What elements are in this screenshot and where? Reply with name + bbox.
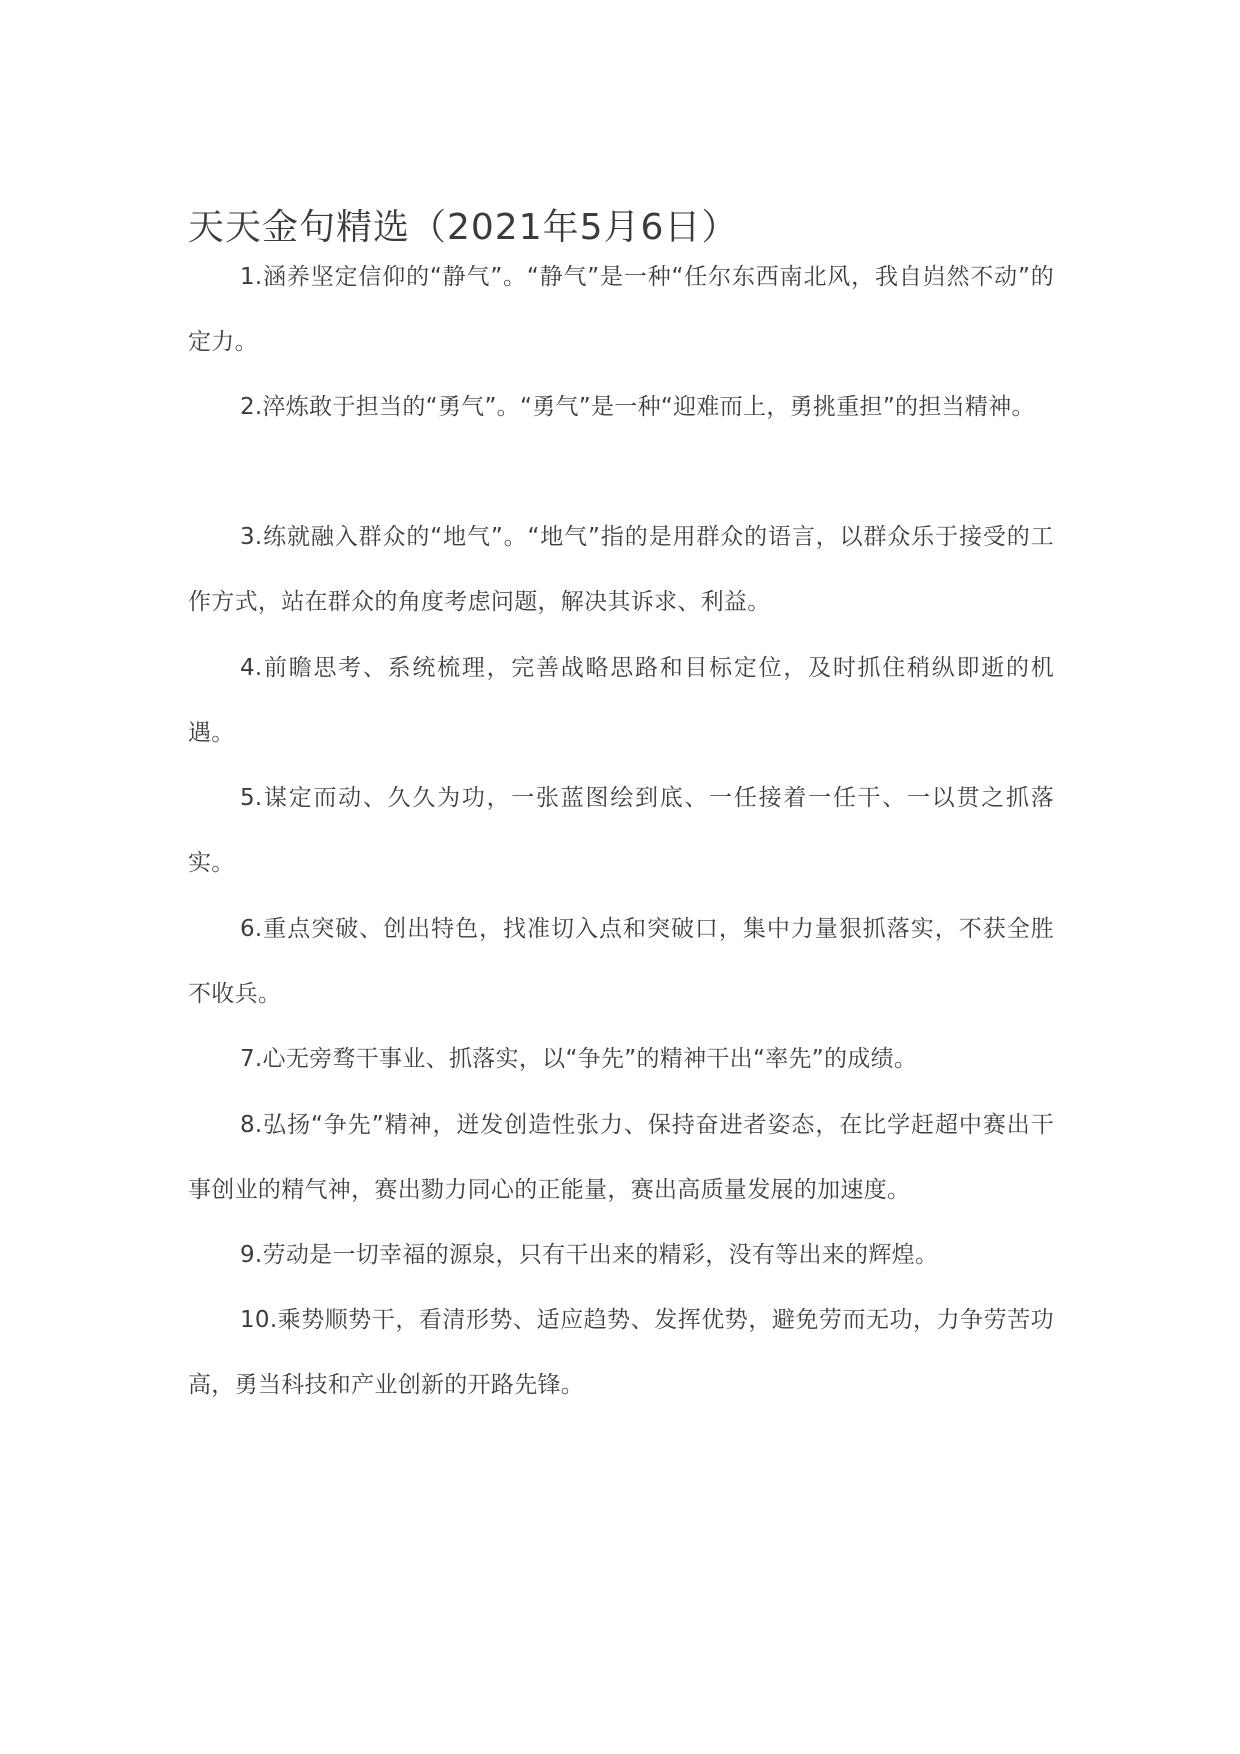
quote-item-6: 6.重点突破、创出特色，找准切入点和突破口，集中力量狠抓落实，不获全胜不收兵。 (188, 916, 1054, 1007)
quote-item-5: 5.谋定而动、久久为功，一张蓝图绘到底、一任接着一任干、一以贯之抓落实。 (188, 785, 1054, 876)
quote-item-8: 8.弘扬“争先”精神，迸发创造性张力、保持奋进者姿态，在比学赶超中赛出干事创业的精气神，赛出勠力同心的正能量，赛出高质量发展的加速度。 (188, 1112, 1054, 1203)
quote-item-9: 9.劳动是一切幸福的源泉，只有干出来的精彩，没有等出来的辉煌。 (240, 1242, 939, 1268)
document-title: 天天金句精选（2021年5月6日） (188, 207, 739, 248)
quote-item-4: 4.前瞻思考、系统梳理，完善战略思路和目标定位，及时抓住稍纵即逝的机遇。 (188, 655, 1054, 746)
quote-item-3: 3.练就融入群众的“地气”。“地气”指的是用群众的语言，以群众乐于接受的工作方式，站在群众的角度考虑问题，解决其诉求、利益。 (188, 524, 1054, 615)
quote-item-10: 10.乘势顺势干，看清形势、适应趋势、发挥优势，避免劳而无功，力争劳苦功高，勇当科技和产业创新的开路先锋。 (188, 1307, 1054, 1398)
quote-item-1: 1.涵养坚定信仰的“静气”。“静气”是一种“任尔东西南北风，我自岿然不动”的定力。 (188, 264, 1054, 355)
quote-item-7: 7.心无旁骛干事业、抓落实，以“争先”的精神干出“率先”的成绩。 (240, 1046, 918, 1072)
quote-item-2: 2.淬炼敢于担当的“勇气”。“勇气”是一种“迎难而上，勇挑重担”的担当精神。 (240, 394, 1035, 420)
